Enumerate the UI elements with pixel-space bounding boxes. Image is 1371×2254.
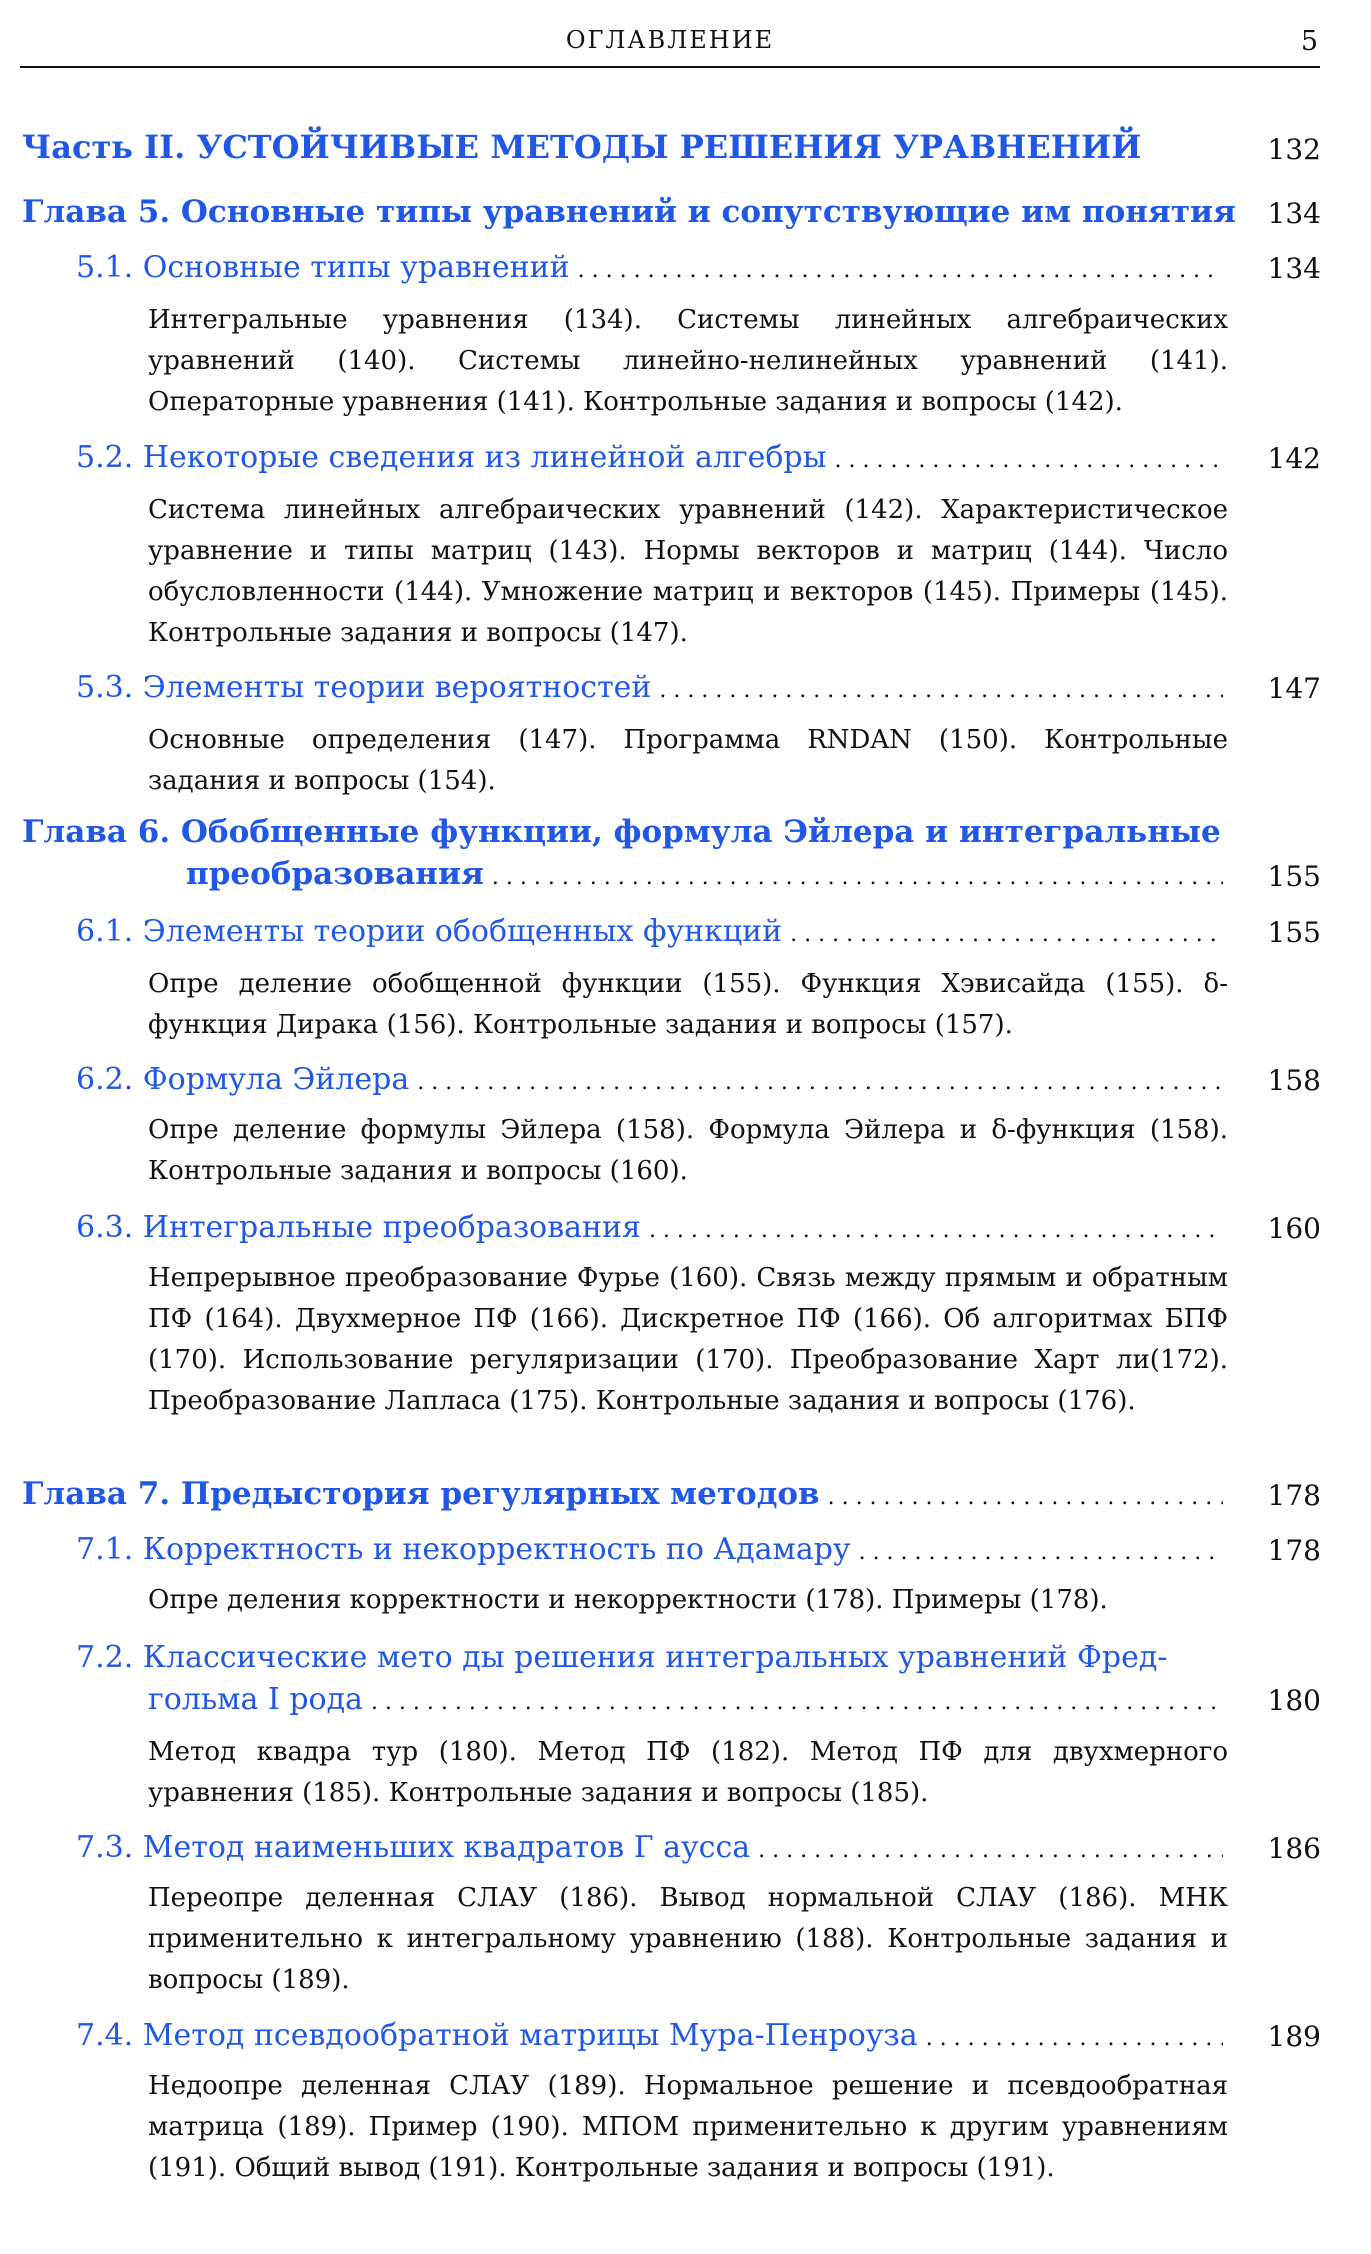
running-header [20,26,1320,68]
section-6-2-description: Опре деление формулы Эйлера (158). Формула Эйлера и δ-функция (158). Контрольные задания и вопросы (160). [148,1115,1228,1186]
section-7-2-title-line-2[interactable]: гольма I рода [148,1682,363,1717]
dot-leader [371,1690,1223,1715]
dot-leader [926,2026,1223,2051]
toc-section-5-1[interactable] [76,250,1231,285]
section-5-1-page: 134 [1267,252,1321,285]
dot-leader [835,448,1224,473]
dot-leader [758,1838,1223,1863]
section-7-1-description: Опре деления корректности и некорректности (178). Примеры (178). [148,1585,1108,1615]
dot-leader [859,1540,1223,1565]
section-6-2-title[interactable]: 6.2. Формула Эйлера [76,1062,410,1097]
toc-section-7-2-cont[interactable] [148,1682,1231,1717]
dot-leader [659,678,1223,703]
section-7-3-page: 186 [1267,1832,1321,1865]
toc-chapter-5[interactable] [22,194,1236,230]
section-7-2-page: 180 [1267,1684,1321,1717]
running-header-page-number: 5 [1300,26,1318,57]
toc-section-7-4[interactable] [76,2018,1231,2053]
chapter-5-page: 134 [1267,197,1321,230]
chapter-7-title[interactable]: Глава 7. Предыстория регулярных методов [22,1476,820,1512]
section-7-2-title-line-1[interactable]: 7.2. Классические мето ды решения интегральных уравнений Фред- [76,1640,1168,1675]
section-7-1-title[interactable]: 7.1. Корректность и некорректность по Адамару [76,1532,851,1567]
section-7-3-description: Переопре деленная СЛАУ (186). Вывод нормальной СЛАУ (186). МНК применительно к интегральному уравнению (188). Контрольные задания и вопросы (189). [148,1883,1228,1995]
section-6-2-page: 158 [1267,1064,1321,1097]
running-header-title: ОГЛАВЛЕНИЕ [565,26,775,54]
toc-part-2[interactable] [22,128,1321,166]
toc-chapter-6-cont[interactable] [186,856,1231,892]
dot-leader [790,922,1223,947]
section-5-1-title[interactable]: 5.1. Основные типы уравнений [76,250,570,285]
section-5-3-description: Основные определения (147). Программа RNDAN (150). Контрольные задания и вопросы (154). [148,725,1228,796]
section-6-3-description: Непрерывное преобразование Фурье (160). Связь между прямым и обратным ПФ (164). Двухмерное ПФ (166). Дискретное ПФ (166). Об алгоритмах БПФ (170). Использование регуляризации (170). Преобразование Харт ли(172). Преобразование Лапласа (175). Контрольные задания и вопросы (176). [148,1263,1228,1416]
toc-section-6-1[interactable] [76,914,1231,949]
toc-chapter-6[interactable] [22,814,1231,850]
section-6-1-description: Опре деление обобщенной функции (155). Функция Хэвисайда (155). δ-функция Дирака (156). Контрольные задания и вопросы (157). [148,969,1228,1040]
chapter-5-title[interactable]: Глава 5. Основные типы уравнений и сопутствующие им понятия [22,194,1236,230]
chapter-6-page: 155 [1267,860,1321,893]
part-2-title[interactable]: Часть II. УСТОЙЧИВЫЕ МЕТОДЫ РЕШЕНИЯ УРАВНЕНИЙ [22,128,1142,166]
toc-section-5-3[interactable] [76,670,1231,705]
toc-section-5-2[interactable] [76,440,1231,475]
dot-leader [649,1218,1223,1243]
toc-section-6-3[interactable] [76,1210,1231,1245]
dot-leader [828,1485,1223,1510]
section-5-1-description: Интегральные уравнения (134). Системы линейных алгебраических уравнений (140). Системы линейно-нелинейных уравнений (141). Операторные уравнения (141). Контрольные задания и вопросы (142). [148,305,1228,417]
section-6-3-page: 160 [1267,1212,1321,1245]
section-5-2-description: Система линейных алгебраических уравнений (142). Характеристическое уравнение и типы матриц (143). Нормы векторов и матриц (144). Число обусловленности (144). Умножение матриц и векторов (145). Примеры (145). Контрольные задания и вопросы (147). [148,495,1228,648]
section-7-1-page: 178 [1267,1534,1321,1567]
toc-section-7-1[interactable] [76,1532,1231,1567]
section-6-1-page: 155 [1267,916,1321,949]
part-2-page: 132 [1267,133,1321,166]
dot-leader [492,865,1223,890]
section-5-2-page: 142 [1267,442,1321,475]
section-7-4-description: Недоопре деленная СЛАУ (189). Нормальное решение и псевдообратная матрица (189). Пример (190). МПОМ применительно к другим уравнениям (191). Общий вывод (191). Контрольные задания и вопросы (191). [148,2071,1228,2183]
chapter-7-page: 178 [1267,1479,1321,1512]
section-7-2-description: Метод квадра тур (180). Метод ПФ (182). Метод ПФ для двухмерного уравнения (185). Контрольные задания и вопросы (185). [148,1737,1228,1808]
section-6-3-title[interactable]: 6.3. Интегральные преобразования [76,1210,641,1245]
chapter-6-title-line-1[interactable]: Глава 6. Обобщенные функции, формула Эйлера и интегральные [22,814,1221,850]
chapter-6-title-line-2[interactable]: преобразования [186,856,484,892]
toc-chapter-7[interactable] [22,1476,1231,1512]
section-5-2-title[interactable]: 5.2. Некоторые сведения из линейной алгебры [76,440,827,475]
toc-section-6-2[interactable] [76,1062,1231,1097]
toc-section-7-2[interactable] [76,1640,1231,1675]
section-5-3-page: 147 [1267,672,1321,705]
section-5-3-title[interactable]: 5.3. Элементы теории вероятностей [76,670,652,705]
dot-leader [417,1070,1223,1095]
section-7-3-title[interactable]: 7.3. Метод наименьших квадратов Г аусса [76,1830,751,1865]
toc-section-7-3[interactable] [76,1830,1231,1865]
section-7-4-title[interactable]: 7.4. Метод псевдообратной матрицы Мура-Пенроуза [76,2018,918,2053]
dot-leader [578,258,1223,283]
section-6-1-title[interactable]: 6.1. Элементы теории обобщенных функций [76,914,783,949]
section-7-4-page: 189 [1267,2020,1321,2053]
